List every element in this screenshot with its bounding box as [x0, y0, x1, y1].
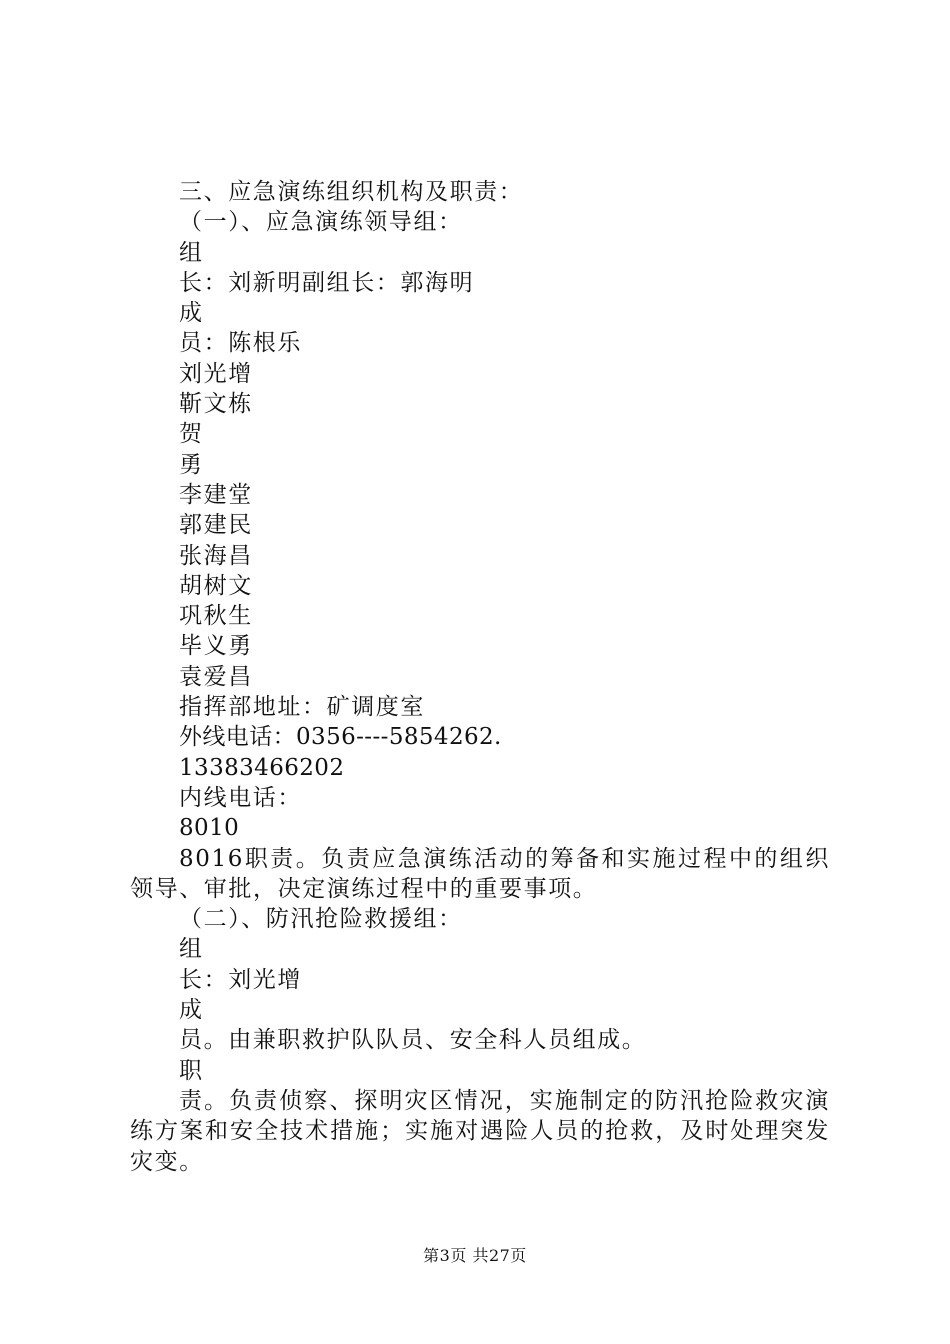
member-name: 毕义勇 [179, 633, 253, 660]
text-line: 勇 [179, 451, 204, 478]
section-heading: 三、应急演练组织机构及职责： [179, 179, 524, 205]
duty-paragraph-leadership: 8016职责。负责应急演练活动的筹备和实施过程中的组织领导、审批，决定演练过程中的重要事项。 [130, 845, 830, 902]
document-body [130, 177, 830, 1177]
text-line: 成 [179, 300, 204, 327]
internal-phone-label: 内线电话： [179, 784, 302, 811]
member-name: 胡树文 [179, 572, 253, 599]
member-name: 巩秋生 [179, 603, 253, 630]
duty-paragraph-rescue: 责。负责侦察、探明灾区情况，实施制定的防汛抢险救灾演练方案和安全技术措施；实施对遇险人员的抢救，及时处理突发灾变。 [130, 1087, 830, 1175]
member-name: 张海昌 [179, 542, 253, 569]
text-line: 贺 [179, 421, 204, 448]
text-line: 成 [179, 997, 204, 1024]
text-line: 职 [179, 1057, 204, 1084]
command-address: 指挥部地址：矿调度室 [179, 694, 425, 721]
subsection-heading-rescue-group: （二）、防汛抢险救援组： [179, 906, 463, 933]
text-line: 员：陈根乐 [179, 330, 302, 357]
subsection-heading-leadership-group: （一）、应急演练领导组： [179, 209, 463, 236]
member-name: 靳文栋 [179, 391, 253, 418]
mobile-phone: 13383466202 [179, 754, 345, 781]
text-line: 长：刘光增 [179, 966, 302, 993]
member-name: 郭建民 [179, 512, 253, 539]
member-name: 袁爱昌 [179, 663, 253, 690]
external-phone: 外线电话：0356----5854262. [179, 724, 502, 751]
page-number-footer: 第3页 共27页 [423, 1246, 527, 1265]
text-line: 组 [179, 936, 204, 963]
internal-phone: 8010 [179, 815, 240, 842]
member-name: 刘光增 [179, 360, 253, 387]
member-name: 李建堂 [179, 481, 253, 508]
text-line: 长：刘新明副组长：郭海明 [179, 269, 475, 296]
text-line: 员。由兼职救护队队员、安全科人员组成。 [179, 1027, 647, 1054]
text-line: 组 [179, 239, 204, 266]
